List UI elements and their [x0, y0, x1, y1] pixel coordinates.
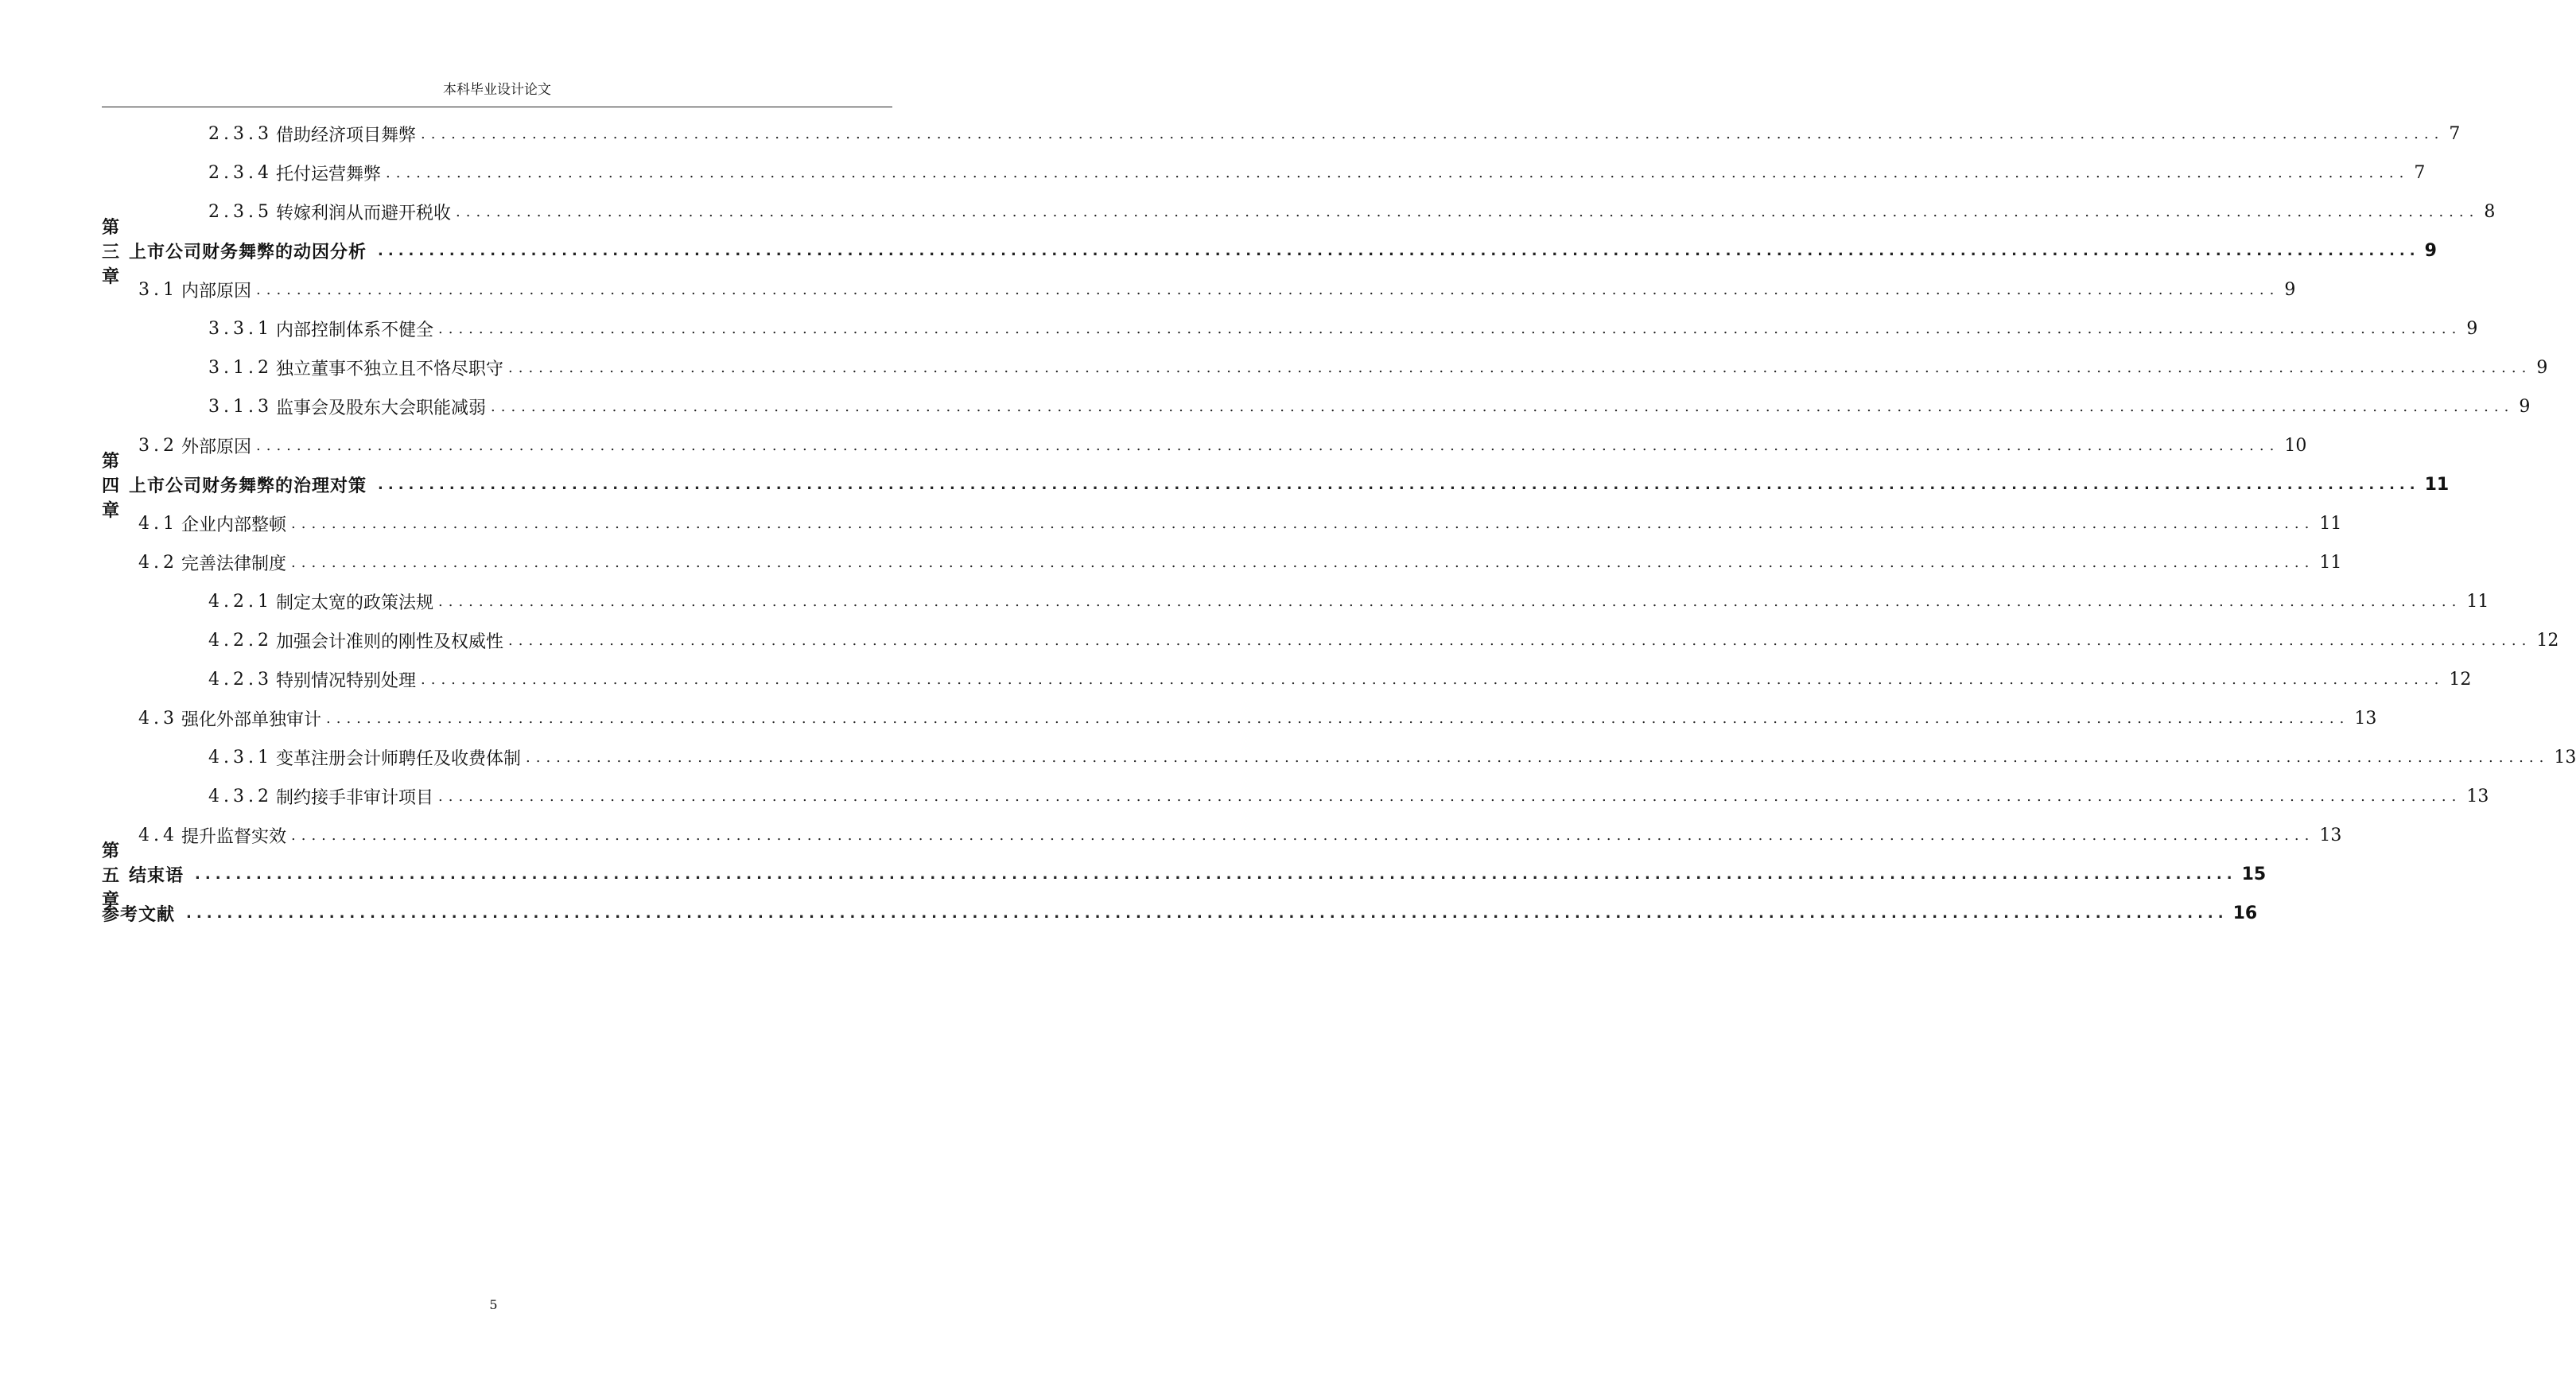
toc-entry-number: 2.3.5 — [208, 202, 273, 222]
toc-entry-page: 12 — [2536, 631, 2559, 651]
toc-entry-page: 8 — [2484, 202, 2496, 222]
toc-entry-page: 12 — [2449, 670, 2472, 690]
toc-entry-number: 4.3 — [138, 709, 178, 729]
toc-entry[interactable] — [102, 192, 2496, 231]
toc-entry-page: 11 — [2424, 475, 2450, 495]
header-title: 本科毕业设计论文 — [443, 82, 551, 98]
toc-chapter-entry[interactable] — [102, 841, 2267, 911]
toc-dot-leader: ........................................................................................................................................................................................................ — [421, 126, 2445, 142]
toc-entry-title: 制定太宽的政策法规 — [275, 593, 433, 613]
toc-dot-leader: ........................................................................................................................................................................................................ — [378, 476, 2420, 493]
toc-entry[interactable] — [102, 543, 2342, 582]
toc-entry-title: 监事会及股东大会职能减弱 — [275, 398, 486, 418]
toc-entry-title: 上市公司财务舞弊的动因分析 — [129, 243, 367, 262]
toc-entry-page: 16 — [2232, 903, 2258, 923]
toc-entry-number: 4.2.1 — [208, 592, 273, 612]
toc-entry-page: 9 — [2424, 241, 2437, 261]
toc-entry-page: 13 — [2466, 787, 2489, 806]
toc-chapter-entry[interactable] — [102, 218, 2437, 287]
toc-entry-title: 变革注册会计师聘任及收费体制 — [275, 749, 521, 769]
toc-entry-number: 3.1 — [138, 280, 178, 300]
toc-entry-page: 7 — [2449, 124, 2461, 144]
toc-entry-title: 制约接手非审计项目 — [275, 788, 433, 808]
toc-entry-number: 4.3.2 — [208, 787, 273, 806]
toc-entry-title: 提升监督实效 — [181, 827, 287, 847]
toc-entry-title: 完善法律制度 — [181, 554, 287, 574]
toc-entry[interactable] — [102, 270, 2296, 309]
toc-dot-leader: ........................................................................................................................................................................................................ — [438, 593, 2462, 610]
toc-dot-leader: ........................................................................................................................................................................................................ — [491, 398, 2515, 415]
toc-entry-number: 3.3.1 — [208, 319, 273, 339]
toc-entry-page: 11 — [2466, 592, 2489, 612]
toc-entry[interactable] — [102, 309, 2478, 348]
toc-dot-leader: ........................................................................................................................................................................................................ — [195, 866, 2237, 883]
toc-entry[interactable] — [102, 504, 2342, 543]
toc-entry-number: 4.3.1 — [208, 748, 273, 767]
page-number: 5 — [489, 1297, 498, 1312]
toc-dot-leader: ........................................................................................................................................................................................................ — [256, 437, 2280, 454]
toc-entry-page: 13 — [2354, 709, 2377, 729]
toc-entry[interactable] — [102, 153, 2426, 192]
toc-entry-page: 11 — [2319, 514, 2342, 534]
toc-entry-page: 9 — [2519, 397, 2531, 417]
toc-entry-number: 3.1.2 — [208, 358, 273, 378]
toc-chapter-entry[interactable] — [102, 894, 2258, 933]
toc-entry-number: 第三章 — [102, 218, 120, 287]
toc-entry-title: 借助经济项目舞弊 — [275, 126, 416, 146]
toc-entry-page: 13 — [2319, 826, 2342, 845]
toc-entry-title: 企业内部整顿 — [181, 515, 287, 535]
toc-entry-page: 15 — [2241, 865, 2267, 884]
toc-dot-leader: ........................................................................................................................................................................................................ — [438, 321, 2462, 337]
toc-entry[interactable] — [102, 777, 2489, 816]
toc-entry-page: 9 — [2536, 358, 2548, 378]
toc-dot-leader: ........................................................................................................................................................................................................ — [456, 204, 2480, 220]
toc-entry-title: 内部原因 — [181, 282, 252, 301]
toc-entry-title: 上市公司财务舞弊的治理对策 — [129, 476, 367, 496]
toc-entry[interactable] — [102, 621, 2559, 660]
toc-entry-page: 7 — [2414, 163, 2426, 183]
toc-dot-leader: ........................................................................................................................................................................................................ — [256, 282, 2280, 298]
toc-entry-number: 第五章 — [102, 841, 120, 911]
toc-entry-number: 4.4 — [138, 826, 178, 845]
toc-entry[interactable] — [102, 115, 2461, 153]
toc-entry-title: 强化外部单独审计 — [181, 710, 322, 730]
toc-entry-page: 10 — [2284, 436, 2307, 456]
toc-entry[interactable] — [102, 738, 2576, 777]
toc-dot-leader: ........................................................................................................................................................................................................ — [421, 671, 2445, 688]
table-of-contents — [102, 115, 2576, 933]
toc-entry[interactable] — [102, 582, 2489, 621]
toc-entry-number: 4.2.2 — [208, 631, 273, 651]
toc-entry-number: 4.2.3 — [208, 670, 273, 690]
toc-entry-page: 13 — [2554, 748, 2576, 767]
toc-dot-leader: ........................................................................................................................................................................................................ — [526, 749, 2550, 766]
toc-entry-number: 4.2 — [138, 553, 178, 573]
toc-entry[interactable] — [102, 660, 2472, 699]
toc-entry-number: 3.1.3 — [208, 397, 273, 417]
toc-entry[interactable] — [102, 348, 2548, 387]
toc-entry-title: 加强会计准则的刚性及权威性 — [275, 632, 503, 652]
toc-dot-leader: ........................................................................................................................................................................................................ — [291, 554, 2315, 571]
toc-entry-number: 4.1 — [138, 514, 178, 534]
toc-dot-leader: ........................................................................................................................................................................................................ — [291, 827, 2315, 844]
toc-entry-title: 内部控制体系不健全 — [275, 321, 433, 340]
page-header — [102, 80, 892, 107]
toc-entry-title: 参考文献 — [102, 905, 176, 925]
toc-entry-title: 外部原因 — [181, 437, 252, 457]
toc-entry-number: 3.2 — [138, 436, 178, 456]
toc-dot-leader: ........................................................................................................................................................................................................ — [378, 243, 2420, 259]
toc-chapter-entry[interactable] — [102, 452, 2450, 521]
toc-entry-title: 托付运营舞弊 — [275, 165, 381, 185]
toc-entry-number: 2.3.4 — [208, 163, 273, 183]
toc-entry[interactable] — [102, 699, 2377, 738]
toc-entry-number: 第四章 — [102, 452, 120, 521]
toc-dot-leader: ........................................................................................................................................................................................................ — [291, 515, 2315, 532]
toc-dot-leader: ........................................................................................................................................................................................................ — [508, 632, 2532, 649]
toc-entry-title: 独立董事不独立且不恪尽职守 — [275, 359, 503, 379]
toc-dot-leader: ........................................................................................................................................................................................................ — [438, 788, 2462, 805]
toc-entry-title: 特别情况特别处理 — [275, 671, 416, 691]
toc-entry[interactable] — [102, 387, 2531, 426]
toc-dot-leader: ........................................................................................................................................................................................................ — [386, 165, 2410, 181]
toc-dot-leader: ........................................................................................................................................................................................................ — [508, 359, 2532, 376]
toc-entry-page: 11 — [2319, 553, 2342, 573]
toc-entry-page: 9 — [2466, 319, 2478, 339]
toc-entry-page: 9 — [2284, 280, 2296, 300]
toc-entry[interactable] — [102, 426, 2307, 465]
toc-dot-leader: ........................................................................................................................................................................................................ — [186, 905, 2228, 922]
toc-entry-title: 结束语 — [129, 866, 185, 886]
toc-entry-number: 2.3.3 — [208, 124, 273, 144]
toc-dot-leader: ........................................................................................................................................................................................................ — [326, 710, 2350, 727]
toc-entry[interactable] — [102, 816, 2342, 855]
toc-entry-title: 转嫁利润从而避开税收 — [275, 204, 451, 223]
